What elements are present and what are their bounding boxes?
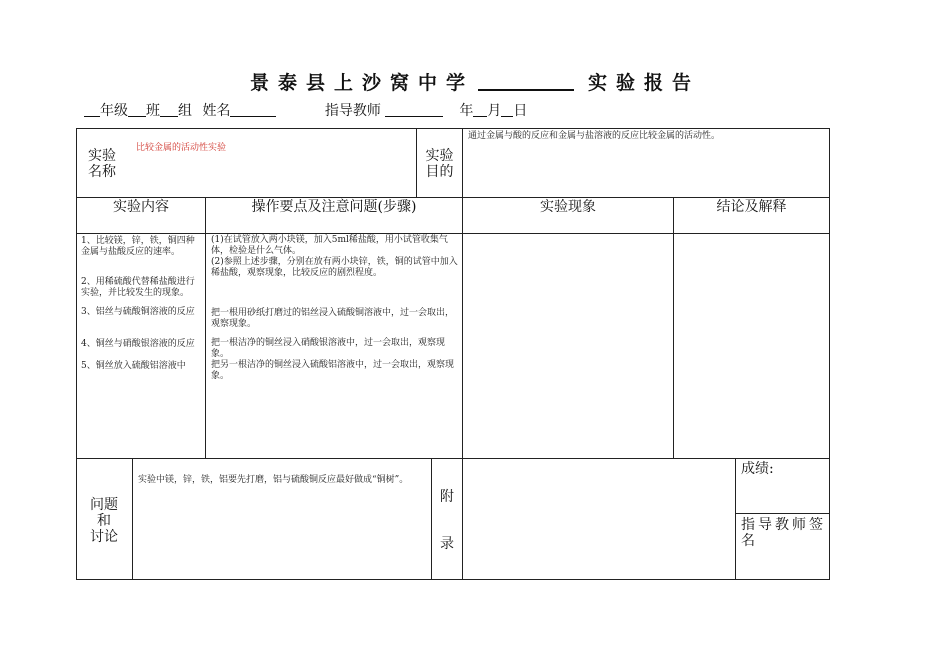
experiment-name-label: 实验 名称	[88, 148, 116, 180]
appendix-cell[interactable]	[463, 459, 735, 579]
appendix-label-2: 录	[440, 536, 454, 552]
appendix-label-1: 附	[440, 489, 454, 505]
col-header-content: 实验内容	[113, 199, 169, 215]
step-item[interactable]: 把一根洁净的铜丝浸入硝酸银溶液中，过一会取出，观察现象。	[211, 338, 446, 359]
content-item[interactable]: 4、铜丝与硝酸银溶液的反应	[81, 339, 195, 349]
discussion-label: 问题 和 讨论	[90, 497, 118, 545]
month-label: 月	[487, 103, 502, 119]
content-item[interactable]: 5、铜丝放入硫酸铝溶液中	[81, 361, 186, 371]
experiment-purpose-value[interactable]: 通过金属与酸的反应和金属与盐溶液的反应比较金属的活动性。	[468, 131, 721, 141]
teacher-label: 指导教师	[324, 103, 381, 119]
step-item[interactable]: 把另一根洁净的铜丝浸入硫酸铝溶液中，过一会取出，观察现象。	[211, 360, 455, 381]
step-item[interactable]: 把一根用砂纸打磨过的铝丝浸入硫酸铜溶液中，过一会取出，观察现象。	[211, 308, 455, 329]
content-item[interactable]: 2、用稀硫酸代替稀盐酸进行实验，并比较发生的现象。	[81, 277, 195, 298]
content-item[interactable]: 3、铝丝与硫酸铜溶液的反应	[81, 307, 195, 317]
col-header-steps: 操作要点及注意问题(步骤)	[251, 199, 417, 215]
step-item[interactable]: (2)参照上述步骤，分别在放有两小块锌，铁，铜的试管中加入稀盐酸，观察现象，比较反应的剧烈程度。	[211, 257, 458, 278]
group-label: 组	[178, 103, 192, 119]
grade-label: 年级	[100, 103, 128, 119]
school-name: 景泰县上沙窝中学	[249, 72, 474, 94]
phenomenon-cell[interactable]	[463, 234, 673, 458]
experiment-purpose-label: 实验 目的	[425, 148, 454, 180]
experiment-name-value[interactable]: 比较金属的活动性实验	[136, 143, 227, 153]
step-item[interactable]: (1)在试管放入两小块镁，加入5ml稀盐酸，用小试管收集气体，检验是什么气体。	[211, 235, 448, 256]
name-label: 姓名	[202, 103, 231, 119]
report-label: 实验报告	[588, 72, 701, 94]
year-label: 年	[459, 103, 474, 119]
class-label: 班	[146, 103, 160, 119]
discussion-text[interactable]: 实验中镁，锌，铁，铝要先打磨，铝与硫酸铜反应最好做成“铜树”。	[138, 475, 409, 485]
score-label: 成绩:	[741, 461, 774, 477]
col-header-conclusion: 结论及解释	[716, 199, 787, 215]
teacher-sign-label: 指导教师签名	[741, 517, 826, 549]
day-label: 日	[513, 103, 528, 119]
content-item[interactable]: 1、比较镁，锌，铁，铜四种金属与盐酸反应的速率。	[81, 236, 195, 257]
col-header-phenomenon: 实验现象	[540, 199, 596, 215]
conclusion-cell[interactable]	[674, 234, 829, 458]
